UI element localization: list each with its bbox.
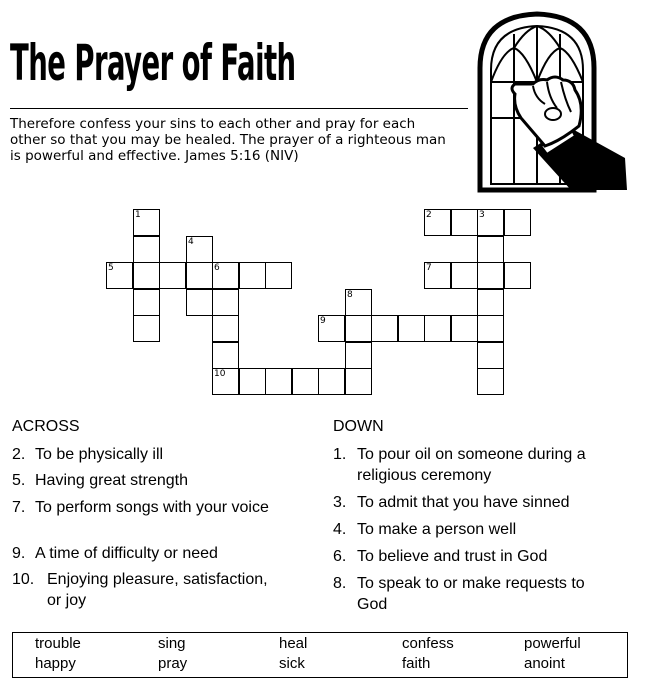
word-bank bbox=[12, 632, 628, 678]
crossword-cell[interactable] bbox=[504, 262, 531, 289]
word-bank-item: faith bbox=[402, 655, 431, 672]
crossword-cell[interactable] bbox=[186, 262, 213, 289]
down-clue bbox=[333, 573, 633, 615]
crossword-cell-number: 4 bbox=[188, 237, 194, 247]
word-bank-item: sing bbox=[158, 635, 186, 652]
crossword-cell-number: 2 bbox=[426, 210, 432, 220]
down-clue bbox=[333, 492, 633, 513]
crossword-cell[interactable] bbox=[239, 262, 266, 289]
crossword-cell[interactable] bbox=[318, 315, 345, 342]
crossword-cell[interactable] bbox=[477, 262, 504, 289]
crossword-cell[interactable] bbox=[133, 262, 160, 289]
crossword-cell-number: 3 bbox=[479, 210, 485, 220]
crossword-cell[interactable] bbox=[477, 289, 504, 316]
clue-text: To make a person well bbox=[357, 521, 517, 538]
crossword-cell[interactable] bbox=[424, 209, 451, 236]
word-bank-item: anoint bbox=[524, 655, 565, 672]
crossword-cell[interactable] bbox=[212, 289, 239, 316]
word-bank-item: happy bbox=[35, 655, 76, 672]
crossword-cell[interactable] bbox=[186, 289, 213, 316]
clue-number: 8. bbox=[333, 575, 347, 592]
clue-number: 4. bbox=[333, 521, 347, 538]
crossword-cell[interactable] bbox=[345, 315, 372, 342]
crossword-cell[interactable] bbox=[239, 368, 266, 395]
across-clue bbox=[12, 470, 312, 491]
crossword-cell[interactable] bbox=[477, 209, 504, 236]
crossword-cell[interactable] bbox=[504, 209, 531, 236]
clue-text: To pour oil on someone during a bbox=[357, 446, 586, 463]
word-bank-item: sick bbox=[279, 655, 305, 672]
clue-number: 1. bbox=[333, 446, 347, 463]
crossword-cell-number: 9 bbox=[320, 316, 326, 326]
crossword-cell-number: 10 bbox=[214, 369, 226, 379]
across-clue bbox=[12, 497, 312, 518]
crossword-cell[interactable] bbox=[477, 315, 504, 342]
down-clue bbox=[333, 444, 633, 486]
crossword-cell[interactable] bbox=[212, 342, 239, 369]
crossword-cell[interactable] bbox=[106, 262, 133, 289]
clue-number: 6. bbox=[333, 548, 347, 565]
crossword-cell[interactable] bbox=[424, 315, 451, 342]
clue-number: 3. bbox=[333, 494, 347, 511]
down-clue bbox=[333, 546, 633, 567]
crossword-cell[interactable] bbox=[318, 368, 345, 395]
crossword-cell[interactable] bbox=[477, 368, 504, 395]
clue-number: 5. bbox=[12, 472, 26, 489]
word-bank-item: pray bbox=[158, 655, 188, 672]
down-heading: DOWN bbox=[333, 418, 384, 435]
crossword-cell[interactable] bbox=[292, 368, 319, 395]
word-bank-item: confess bbox=[402, 635, 454, 652]
crossword-cell[interactable] bbox=[451, 209, 478, 236]
crossword-cell[interactable] bbox=[265, 368, 292, 395]
crossword-cell[interactable] bbox=[345, 342, 372, 369]
crossword-cell[interactable] bbox=[398, 315, 425, 342]
crossword-cell[interactable] bbox=[133, 315, 160, 342]
page-title: The Prayer of Faith bbox=[10, 34, 296, 92]
crossword-cell[interactable] bbox=[133, 289, 160, 316]
clue-text: To be physically ill bbox=[35, 446, 164, 463]
word-bank-item: heal bbox=[279, 635, 308, 652]
crossword-cell-number: 5 bbox=[108, 263, 114, 273]
crossword-cell[interactable] bbox=[451, 315, 478, 342]
crossword-cell[interactable] bbox=[477, 342, 504, 369]
crossword-cell[interactable] bbox=[186, 236, 213, 263]
clue-text: A time of difficulty or need bbox=[35, 545, 218, 562]
clue-number: 2. bbox=[12, 446, 26, 463]
clue-number: 9. bbox=[12, 545, 26, 562]
across-clue bbox=[12, 444, 312, 465]
crossword-cell[interactable] bbox=[212, 262, 239, 289]
crossword-cell-number: 8 bbox=[347, 290, 353, 300]
clue-number: 7. bbox=[12, 499, 26, 516]
crossword-cell[interactable] bbox=[371, 315, 398, 342]
crossword-cell-number: 6 bbox=[214, 263, 220, 273]
bible-verse: Therefore confess your sins to each other and pray for each other so that you may be healed. The prayer of a righteous man is powerful and effective. James 5:16 (NIV) bbox=[10, 116, 446, 164]
crossword-cell[interactable] bbox=[265, 262, 292, 289]
across-clue bbox=[12, 569, 312, 611]
clue-text-continued: or joy bbox=[47, 592, 87, 609]
crossword-cell[interactable] bbox=[133, 209, 160, 236]
clue-text: To speak to or make requests to bbox=[357, 575, 585, 592]
clue-text: To believe and trust in God bbox=[357, 548, 548, 565]
crossword-cell[interactable] bbox=[133, 236, 160, 263]
crossword-cell[interactable] bbox=[451, 262, 478, 289]
clue-text: To perform songs with your voice bbox=[35, 499, 269, 516]
crossword-cell[interactable] bbox=[345, 289, 372, 316]
crossword-cell[interactable] bbox=[345, 368, 372, 395]
across-heading: ACROSS bbox=[12, 418, 80, 435]
word-bank-item: trouble bbox=[35, 635, 81, 652]
clue-text-continued: God bbox=[357, 596, 388, 613]
word-bank-item: powerful bbox=[524, 635, 581, 652]
clue-text-continued: religious ceremony bbox=[357, 467, 492, 484]
crossword-cell[interactable] bbox=[477, 236, 504, 263]
crossword-cell-number: 7 bbox=[426, 263, 432, 273]
across-clue bbox=[12, 543, 312, 564]
crossword-cell[interactable] bbox=[212, 368, 239, 395]
clue-text: Having great strength bbox=[35, 472, 188, 489]
crossword-cell[interactable] bbox=[212, 315, 239, 342]
clue-text: To admit that you have sinned bbox=[357, 494, 570, 511]
crossword-cell[interactable] bbox=[159, 262, 186, 289]
crossword-cell[interactable] bbox=[424, 262, 451, 289]
down-clue bbox=[333, 519, 633, 540]
crossword-cell-number: 1 bbox=[135, 210, 141, 220]
clue-number: 10. bbox=[12, 571, 35, 588]
clue-text: Enjoying pleasure, satisfaction, bbox=[47, 571, 268, 588]
